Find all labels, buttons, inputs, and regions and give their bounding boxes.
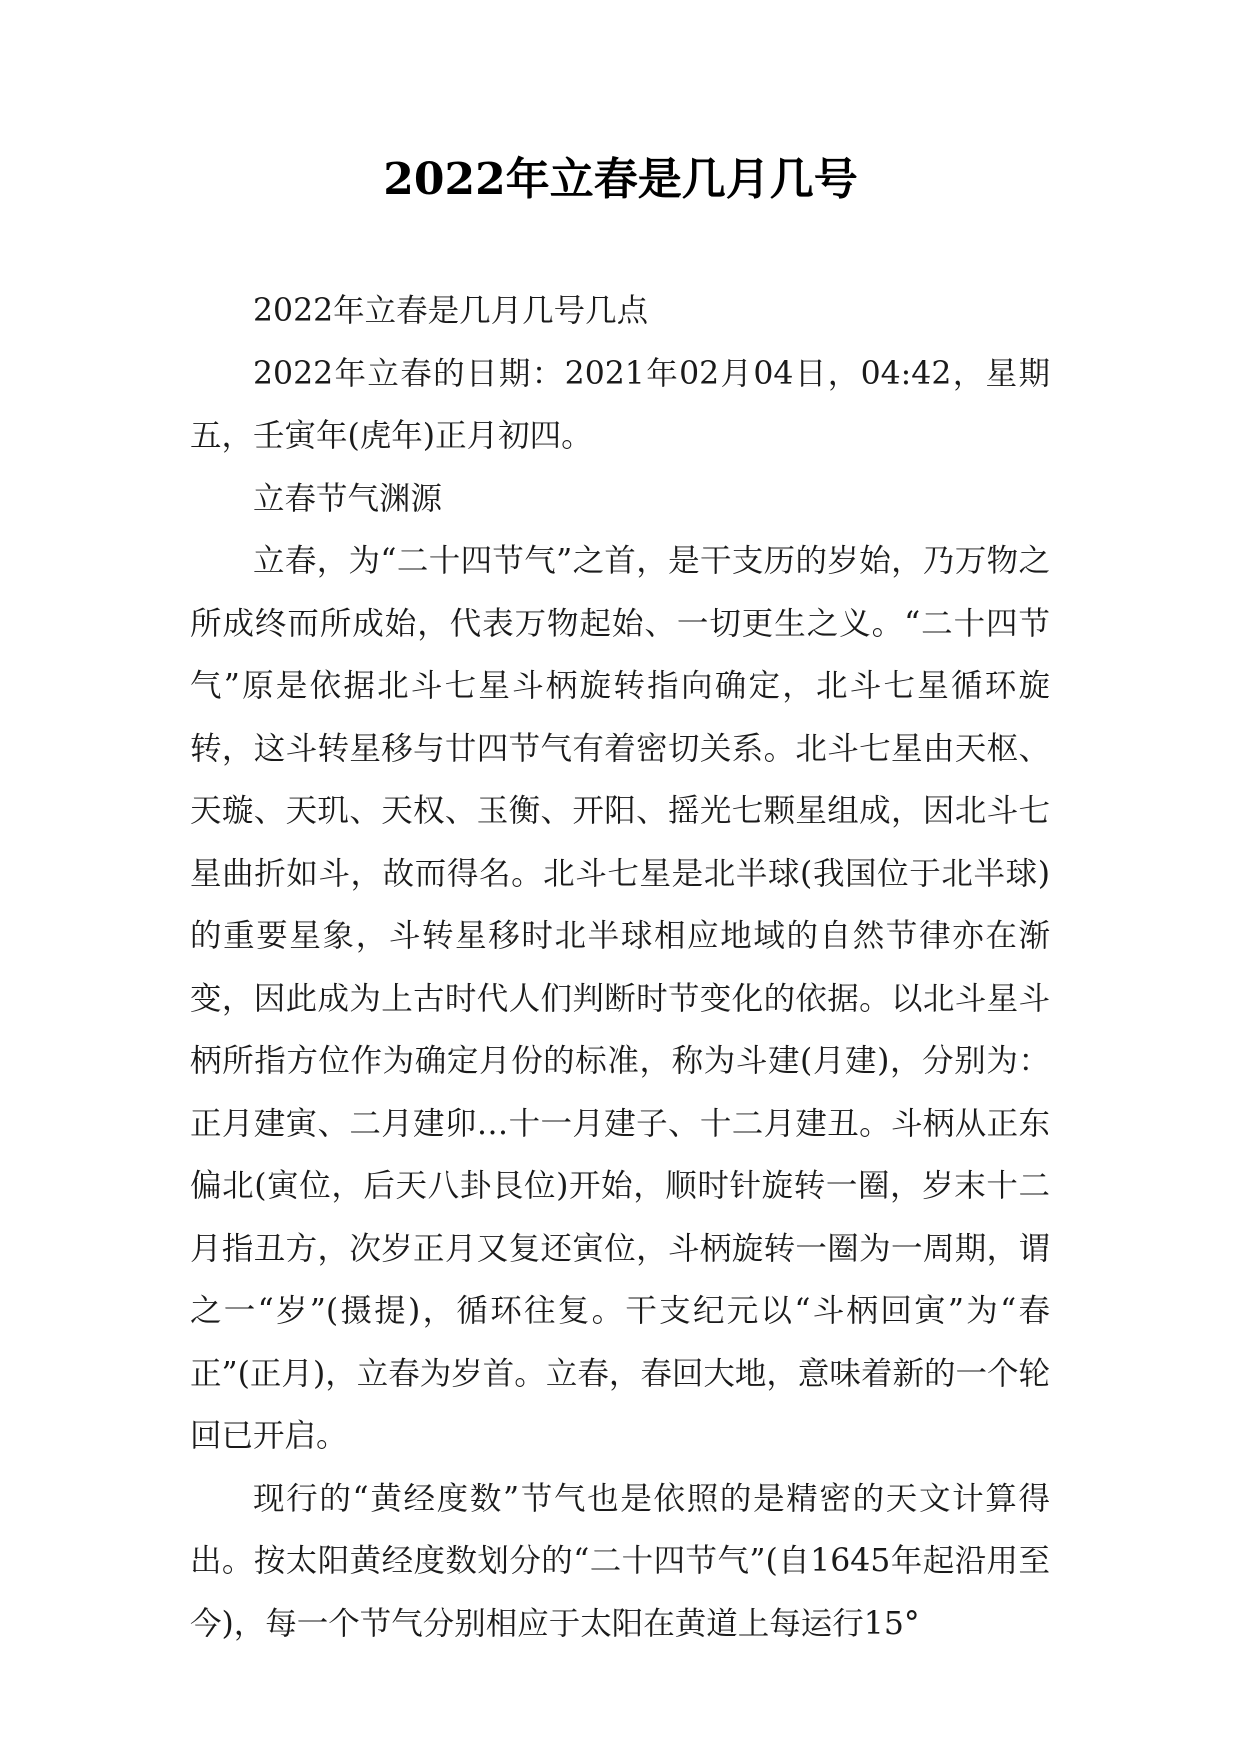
- paragraph-section-heading: 立春节气渊源: [253, 480, 443, 517]
- paragraph-origin: 立春，为“二十四节气”之首，是干支历的岁始，乃万物之所成终而所成始，代表万物起始、一切更生之义。“二十四节气”原是依据北斗七星斗柄旋转指向确定，北斗七星循环旋转，这斗转星移与廿四节气有着密切关系。北斗七星由天枢、天璇、天玑、天权、玉衡、开阳、摇光七颗星组成，因北斗七星曲折如斗，故而得名。北斗七星是北半球(我国位于北半球)的重要星象，斗转星移时北半球相应地域的自然节律亦在渐变，因此成为上古时代人们判断时节变化的依据。以北斗星斗柄所指方位作为确定月份的标准，称为斗建(月建)，分别为：正月建寅、二月建卯…十一月建子、十二月建丑。斗柄从正东偏北(寅位，后天八卦艮位)开始，顺时针旋转一圈，岁末十二月指丑方，次岁正月又复还寅位，斗柄旋转一圈为一周期，谓之一“岁”(摄提)，循环往复。干支纪元以“斗柄回寅”为“春正”(正月)，立春为岁首。立春，春回大地，意味着新的一个轮回已开启。: [190, 543, 1050, 1454]
- document-body: [190, 280, 1050, 1655]
- paragraph-date: 2022年立春的日期：2021年02月04日，04:42，星期五，壬寅年(虎年)正月初四。: [190, 355, 1050, 454]
- document-title: 2022年立春是几月几号: [383, 154, 858, 205]
- paragraph-ecliptic: 现行的“黄经度数”节气也是依照的是精密的天文计算得出。按太阳黄经度数划分的“二十四节气”(自1645年起沿用至今)，每一个节气分别相应于太阳在黄道上每运行15°: [190, 1480, 1050, 1642]
- paragraph-subtitle: 2022年立春是几月几号几点: [253, 293, 649, 329]
